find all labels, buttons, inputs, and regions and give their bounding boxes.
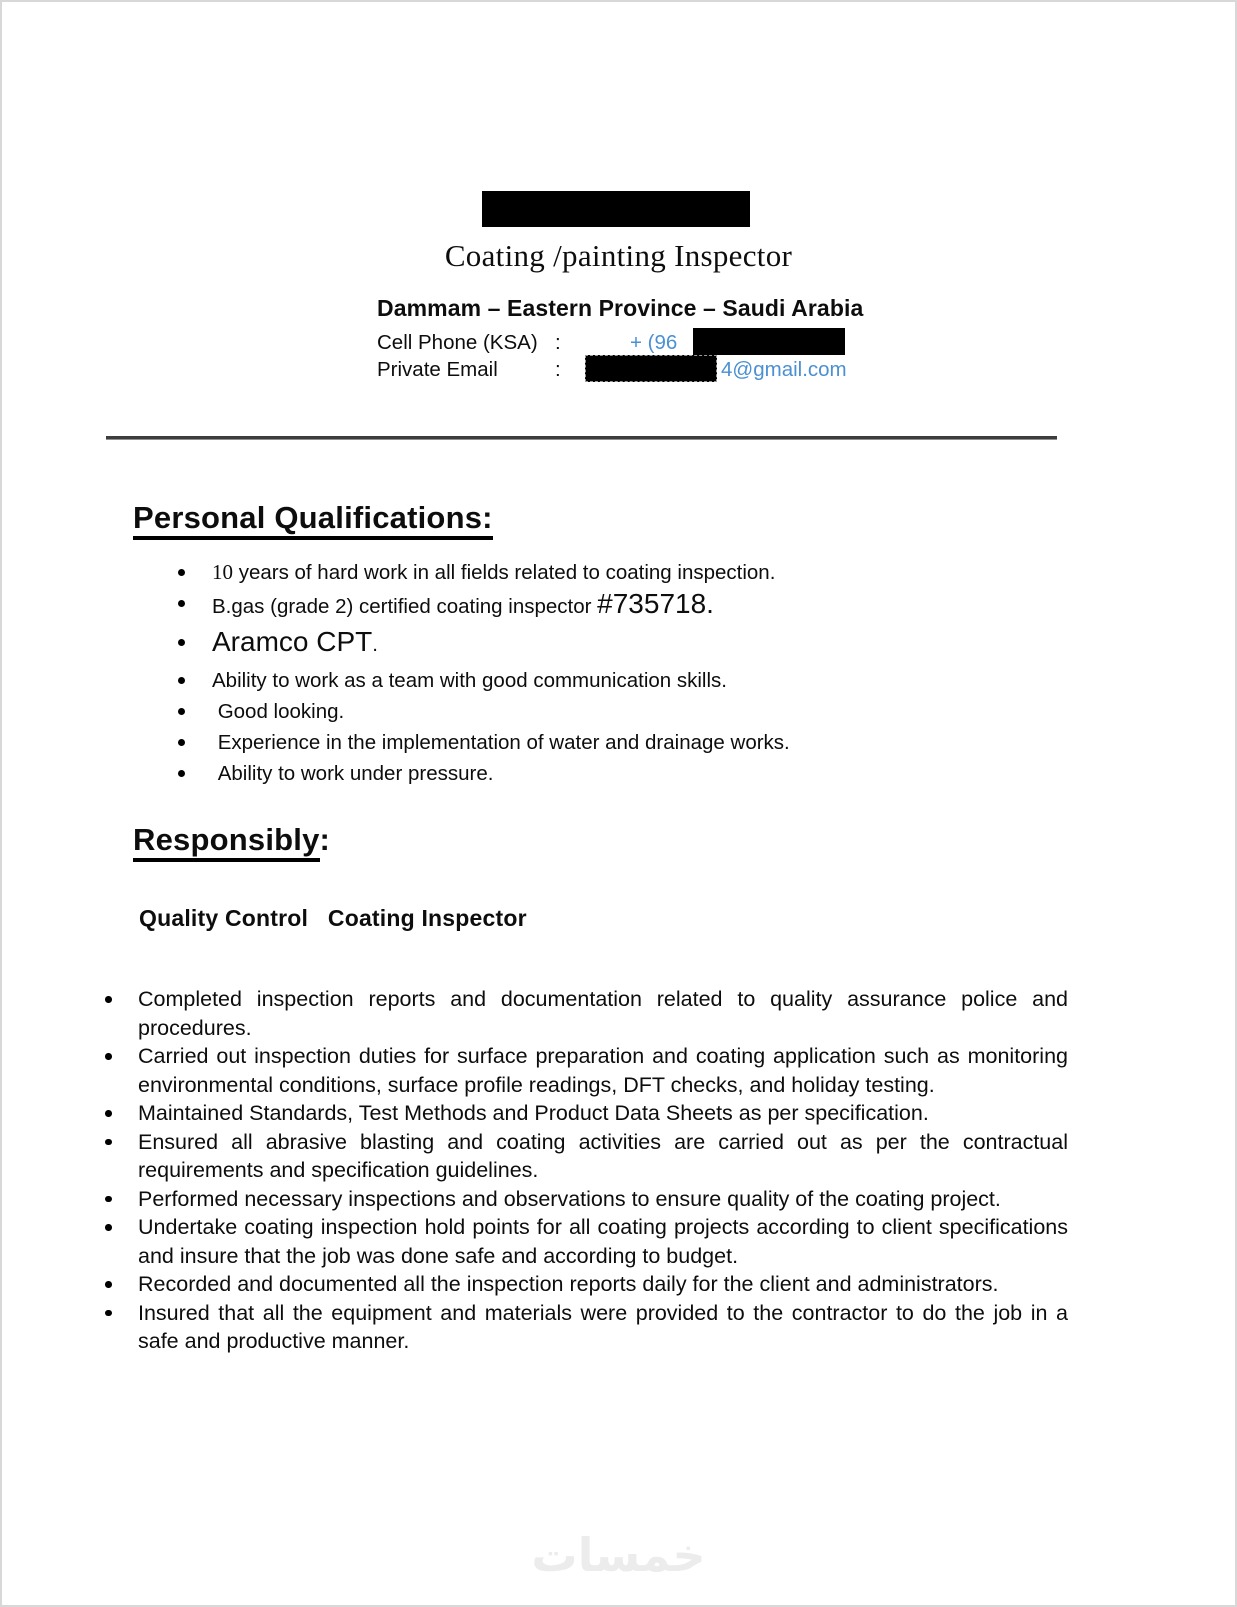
list-item: Undertake coating inspection hold points for all coating projects according to client specifications and insure that the job was done safe and according to budget. [102,1213,1068,1270]
email-row [377,358,847,385]
list-item [172,559,912,586]
location-line: Dammam – Eastern Province – Saudi Arabia [377,295,864,321]
redacted-email-box [585,355,717,382]
list-item: Completed inspection reports and documentation related to quality assurance police and procedures. [102,985,1068,1042]
document-title: Coating /painting Inspector [444,238,793,273]
khamsat-watermark: خمسات [531,1529,706,1581]
list-item: Carried out inspection duties for surface preparation and coating application such as monitoring environmental conditions, surface profile readings, DFT checks, and holiday testing. [102,1042,1068,1099]
responsibilities-heading-text: Responsibly [133,822,320,862]
qual-item-2-certificate-number: #735718. [597,588,714,619]
qualifications-heading-text: Personal Qualifications: [133,500,493,540]
list-item: Performed necessary inspections and observations to ensure quality of the coating project. [102,1185,1068,1214]
phone-separator: : [555,331,561,354]
list-item: Maintained Standards, Test Methods and Product Data Sheets as per specification. [102,1099,1068,1128]
list-item: Good looking. [172,698,912,725]
qual-item-3-period: . [372,633,378,656]
phone-label: Cell Phone (KSA) [377,331,538,354]
list-item: Insured that all the equipment and materials were provided to the contractor to do the job in a safe and productive manner. [102,1299,1068,1356]
responsibilities-heading-colon: : [319,822,331,857]
responsibilities-list [102,985,1068,1356]
qual-item-2-text: B.gas (grade 2) certified coating inspector [212,595,598,618]
list-item: Recorded and documented all the inspection reports daily for the client and administrators. [102,1270,1068,1299]
list-item: Ensured all abrasive blasting and coating activities are carried out as per the contractual requirements and specification guidelines. [102,1128,1068,1185]
redacted-phone-bar [693,328,845,355]
qual-item-1-text: years of hard work in all fields related to coating inspection. [233,561,776,584]
job-title-subheading: Quality Control Coating Inspector [139,905,527,931]
qual-item-1-number: 10 [212,560,233,584]
phone-number-link[interactable]: + (96 [630,331,678,354]
list-item: Experience in the implementation of water and drainage works. [172,729,912,756]
responsibilities-heading [133,822,330,858]
email-link[interactable]: 4@gmail.com [721,358,847,381]
list-item [172,624,912,663]
email-separator: : [555,358,561,381]
email-label: Private Email [377,358,498,381]
phone-row [377,331,847,358]
qualifications-heading [133,500,493,536]
list-item: Ability to work as a team with good communication skills. [172,667,912,694]
redacted-name-bar [482,191,750,227]
list-item [172,590,912,620]
horizontal-divider [106,436,1057,440]
qual-item-3-text: Aramco CPT [212,626,373,657]
list-item: Ability to work under pressure. [172,760,912,787]
qualifications-list [172,559,912,791]
